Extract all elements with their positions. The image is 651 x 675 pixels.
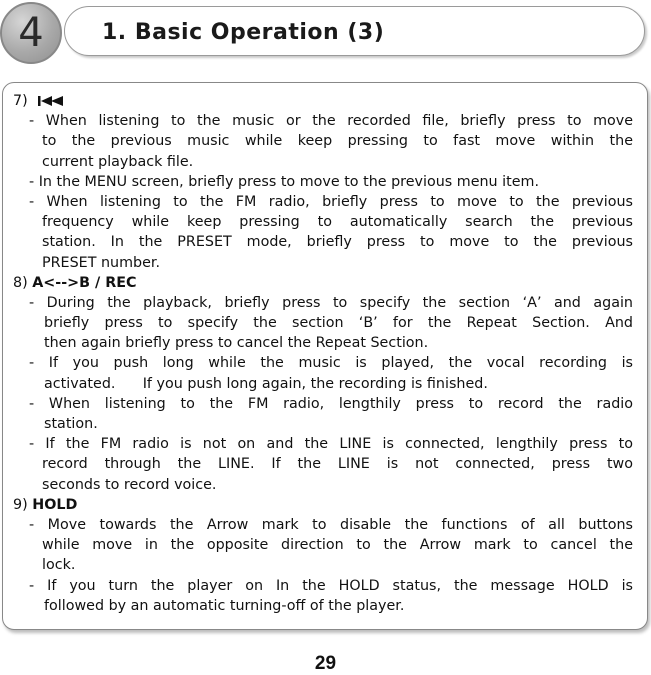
- section-8-line: - If the FM radio is not on and the LINE is connected, lengthily press to: [29, 436, 633, 453]
- section-7-line: - When listening to the music or the recorded file, briefly press to move: [29, 113, 633, 130]
- skip-back-icon: [36, 93, 66, 113]
- section-7-line: to the previous music while keep pressing to fast move within the: [42, 133, 633, 150]
- section-7-line: station. In the PRESET mode, briefly press to move to the previous: [42, 234, 633, 251]
- section-8-line: - If you push long while the music is played, the vocal recording is: [29, 355, 633, 372]
- section-8-heading: [13, 273, 633, 293]
- chapter-number-badge: [0, 2, 62, 64]
- page-title: 1. Basic Operation (3): [102, 20, 385, 45]
- section-8-line: seconds to record voice.: [42, 476, 217, 493]
- section-8-line: activated. If you push long again, the recording is finished.: [44, 375, 488, 392]
- section-7-line: current playback file.: [42, 153, 194, 170]
- section-7-line: PRESET number.: [42, 254, 161, 271]
- section-heading: HOLD: [32, 496, 78, 513]
- section-9-line: lock.: [42, 557, 76, 574]
- section-8-line: station.: [44, 416, 98, 432]
- section-7-line: - When listening to the FM radio, briefly press to move to the previous: [29, 193, 633, 210]
- section-8-line: - When listening to the FM radio, lengthily press to record the radio: [29, 395, 633, 412]
- section-number: 7): [13, 93, 28, 109]
- section-8-line: record through the LINE. If the LINE is not connected, press two: [42, 456, 633, 473]
- section-heading: A<-->B / REC: [32, 274, 137, 291]
- chapter-number: 4: [18, 10, 44, 56]
- section-7-heading: [13, 91, 633, 111]
- section-9-line: - If you turn the player on In the HOLD status, the message HOLD is: [29, 577, 633, 594]
- section-9-line: followed by an automatic turning-off of the player.: [44, 597, 405, 614]
- page-number: 29: [314, 653, 337, 674]
- content-body: [13, 91, 633, 616]
- section-7-line: frequency while keep pressing to automatically search the previous: [42, 214, 633, 231]
- section-number: 9): [13, 496, 28, 513]
- section-9-heading: [13, 495, 633, 515]
- section-9-line: - Move towards the Arrow mark to disable the functions of all buttons: [29, 516, 633, 533]
- section-9-line: while move in the opposite direction to the Arrow mark to cancel the: [42, 537, 633, 554]
- section-number: 8): [13, 274, 28, 291]
- section-8-line: then again briefly press to cancel the Repeat Section.: [44, 335, 429, 352]
- section-8-line: - During the playback, briefly press to specify the section ‘A’ and again: [29, 294, 633, 311]
- section-7-line: - In the MENU screen, briefly press to move to the previous menu item.: [29, 173, 540, 190]
- section-8-line: briefly press to specify the section ‘B’ for the Repeat Section. And: [44, 315, 633, 332]
